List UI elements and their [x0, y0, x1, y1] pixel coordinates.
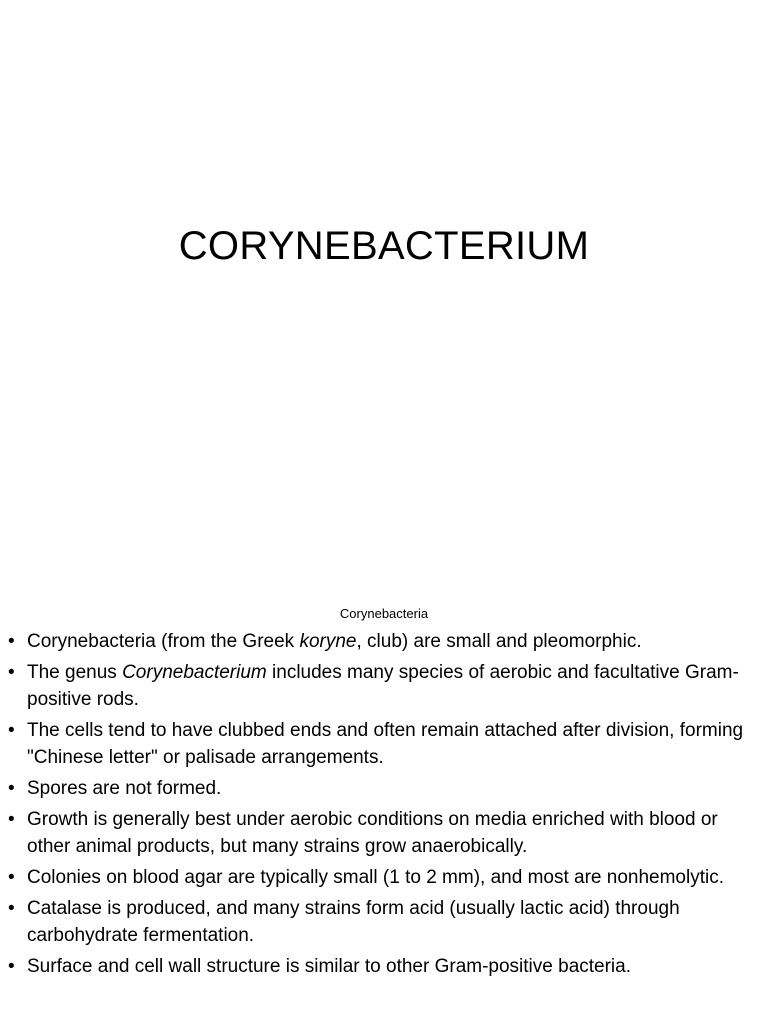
bullet-item [8, 628, 760, 655]
slide-title: CORYNEBACTERIUM [178, 224, 590, 268]
bullet-item [8, 953, 760, 980]
bullet-text: The cells tend to have clubbed ends and often remain attached after division, forming "Chinese letter" or palisade arrangements. [27, 720, 744, 768]
bullet-item [8, 864, 760, 891]
bullet-text: Colonies on blood agar are typically small (1 to 2 mm), and most are nonhemolytic. [27, 867, 724, 888]
bullet-item [8, 895, 760, 949]
bullet-item [8, 717, 760, 771]
bullet-text: includes many species of aerobic and facultative Gram-positive rods. [27, 662, 739, 710]
bullet-text: Growth is generally best under aerobic conditions on media enriched with blood or other animal products, but many strains grow anaerobically. [27, 809, 718, 857]
bullet-item [8, 775, 760, 802]
bullet-text: Corynebacteria (from the Greek [27, 631, 300, 652]
bullet-item [8, 659, 760, 713]
bullet-text: Spores are not formed. [27, 778, 222, 799]
bullet-text: The genus [27, 662, 123, 683]
bullet-italic-term: koryne [299, 631, 357, 652]
bullet-text: Catalase is produced, and many strains form acid (usually lactic acid) through carbohydrate fermentation. [27, 898, 680, 946]
bullet-item [8, 806, 760, 860]
bullet-list [8, 628, 760, 984]
content-slide [0, 576, 768, 1024]
bullet-text: , club) are small and pleomorphic. [356, 631, 642, 652]
slide-heading: Corynebacteria [339, 606, 429, 621]
bullet-text: Surface and cell wall structure is similar to other Gram-positive bacteria. [27, 956, 632, 977]
bullet-italic-term: Corynebacterium [122, 662, 267, 683]
